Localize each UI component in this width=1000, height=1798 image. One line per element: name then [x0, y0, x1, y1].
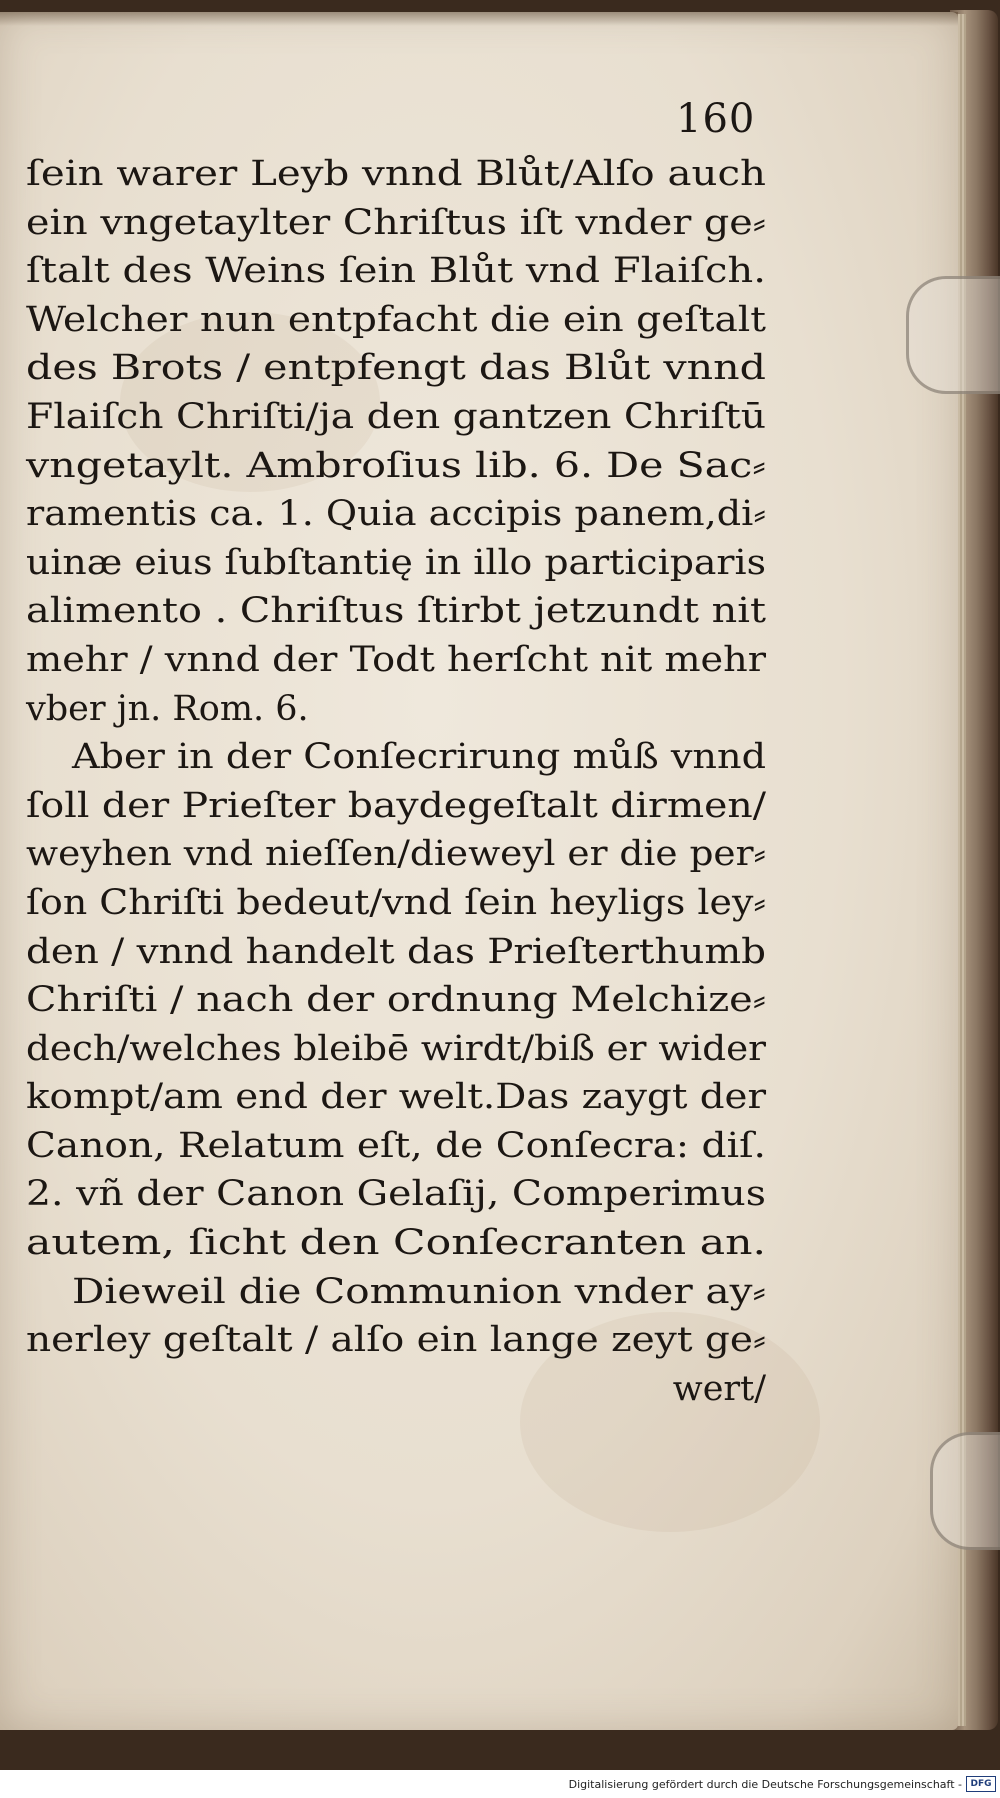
- text-line: ein vngetaylter Chriſtus iſt vnder ge⸗: [26, 202, 766, 243]
- text-line: wert/: [672, 1368, 766, 1409]
- text-line: Chriſti / nach der ordnung Melchize⸗: [26, 980, 766, 1021]
- page-text-block: [26, 150, 766, 1413]
- page-clip-top: [906, 276, 1000, 394]
- text-line: weyhen vnd nieſſen/dieweyl er die per⸗: [26, 834, 766, 875]
- text-line: ſtalt des Weins ſein Blůt vnd Flaiſch.: [26, 251, 766, 292]
- text-line: dech/welches bleibē wirdt/biß er wider: [26, 1028, 766, 1069]
- text-line: ſon Chriſti bedeut/vnd ſein heyligs ley⸗: [26, 882, 766, 923]
- text-line: ramentis ca. 1. Quia accipis panem,di⸗: [26, 494, 766, 535]
- text-line: Welcher nun entpfacht die ein geſtalt: [26, 299, 766, 340]
- credit-text: Digitalisierung gefördert durch die Deutsche Forschungsgemeinschaft -: [568, 1777, 962, 1791]
- text-line: alimento . Chriſtus ſtirbt jetzundt nit: [26, 591, 766, 632]
- text-line: ſein warer Leyb vnnd Blůt/Alſo auch: [26, 154, 766, 194]
- text-line: nerley geſtalt / alſo ein lange zeyt ge⸗: [26, 1320, 766, 1361]
- text-line: Aber in der Conſecrirung můß vnnd: [72, 737, 766, 778]
- digitization-credit: [569, 1776, 996, 1792]
- text-line: uinæ eius ſubſtantię in illo participaris: [26, 542, 766, 583]
- text-line: ſoll der Prieſter baydegeſtalt dirmen/: [26, 785, 766, 826]
- text-line: den / vnnd handelt das Prieſterthumb: [26, 931, 766, 972]
- text-line: Canon, Relatum eſt, de Conſecra: diſ.: [26, 1125, 766, 1166]
- text-line: 2. vñ der Canon Gelaſij, Comperimus: [26, 1174, 766, 1215]
- text-line: des Brots / entpfengt das Blůt vnnd: [26, 348, 766, 389]
- text-line: Dieweil die Communion vnder ay⸗: [72, 1271, 766, 1312]
- dfg-logo: DFG: [966, 1776, 996, 1792]
- text-line: vber jn. Rom. 6.: [26, 688, 309, 729]
- text-line: kompt/am end der welt.Das zaygt der: [26, 1077, 767, 1118]
- text-line: autem, ſicht den Conſecranten an.: [26, 1223, 766, 1264]
- page-number: 160: [676, 96, 756, 142]
- text-line: mehr / vnnd der Todt herſcht nit mehr: [26, 639, 766, 680]
- text-line: Flaiſch Chriſti/ja den gantzen Chriſtū: [26, 396, 766, 437]
- page-top-shadow: [0, 12, 958, 26]
- page-clip-bottom: [930, 1432, 1000, 1550]
- text-line: vngetaylt. Ambroſius lib. 6. De Sac⸗: [26, 445, 766, 486]
